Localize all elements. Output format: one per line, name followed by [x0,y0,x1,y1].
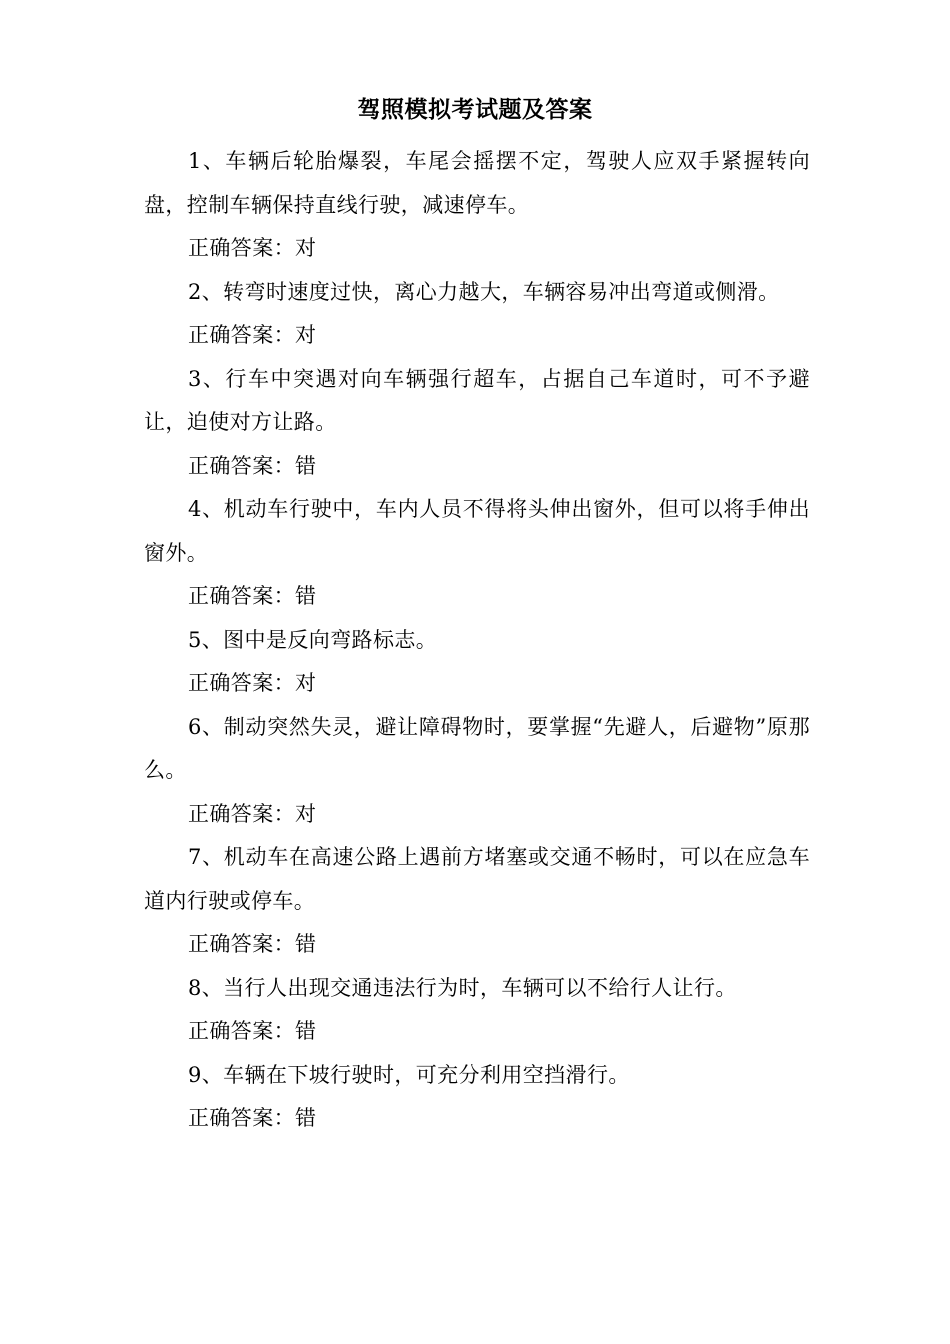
answer-text: 正确答案：对 [188,801,317,826]
answer-text: 正确答案：错 [188,1019,317,1043]
question-list [144,140,810,1141]
question-text: 6、制动突然失灵，避让障碍物时，要掌握“先避人，后避物”原那么。 [144,714,810,782]
question-text: 5、图中是反向弯路标志。 [188,627,438,652]
answer-text: 正确答案：错 [188,932,317,956]
question-text: 4、机动车行驶中，车内人员不得将头伸出窗外，但可以将手伸出窗外。 [144,497,810,565]
answer-text: 正确答案：对 [188,323,317,347]
document-title: 驾照模拟考试题及答案 [357,96,593,123]
question-text: 8、当行人出现交通违法行为时，车辆可以不给行人让行。 [188,975,737,1000]
question-text: 2、转弯时速度过快，离心力越大，车辆容易冲出弯道或侧滑。 [188,279,780,304]
answer-text: 正确答案：对 [188,671,317,695]
answer-text: 正确答案：对 [188,236,317,260]
answer-text: 正确答案：错 [188,453,317,478]
answer-text: 正确答案：错 [188,1106,317,1130]
question-text: 9、车辆在下坡行驶时，可充分利用空挡滑行。 [188,1062,630,1087]
question-text: 7、机动车在高速公路上遇前方堵塞或交通不畅时，可以在应急车道内行驶或停车。 [144,845,810,913]
answer-text: 正确答案：错 [188,584,317,608]
question-text: 3、行车中突遇对向车辆强行超车，占据自己车道时，可不予避让，迫使对方让路。 [144,366,810,434]
question-text: 1、车辆后轮胎爆裂，车尾会摇摆不定，驾驶人应双手紧握转向盘，控制车辆保持直线行驶，减速停车。 [144,149,810,217]
